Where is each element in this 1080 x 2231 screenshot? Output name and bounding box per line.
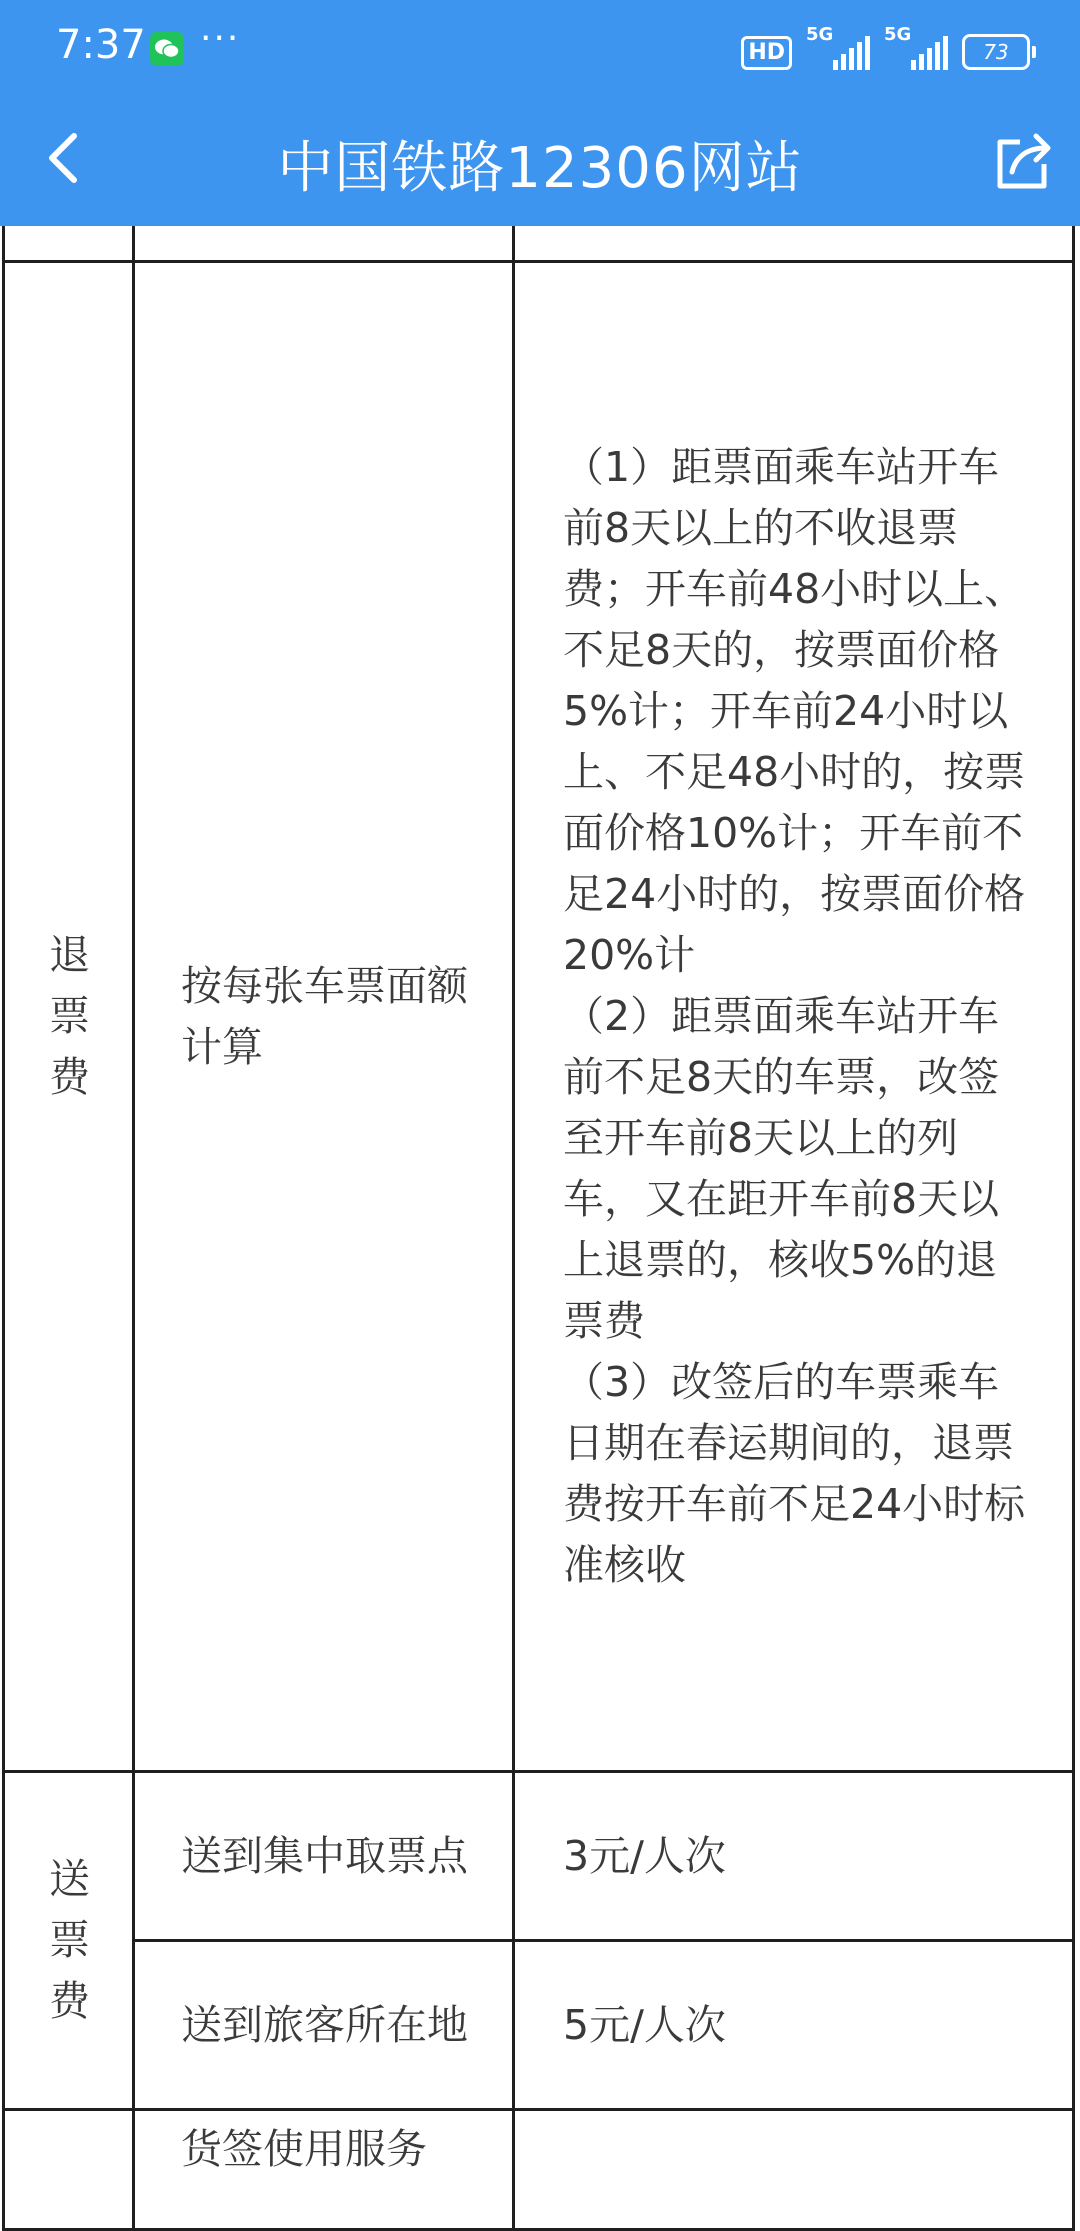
delivery-price-cell: 5元/人次 [514, 1941, 1074, 2110]
signal-icon-sim2: 5G [884, 30, 948, 70]
refund-rule-2: （2）距票面乘车站开车前不足8天的车票，改签至开车前8天以上的列车，又在距开车前8天以上退票的，核收5%的退票费 [563, 992, 1000, 1345]
refund-basis-cell: 按每张车票面额计算 [134, 262, 514, 1772]
delivery-category-cell: 送票费 [4, 1772, 134, 2110]
table-row-delivery-1 [4, 1772, 1074, 1941]
delivery-price-cell: 3元/人次 [514, 1772, 1074, 1941]
more-notifications-icon: ··· [200, 18, 241, 59]
refund-rules-cell [514, 262, 1074, 1772]
share-icon[interactable] [990, 128, 1056, 194]
top-app-bar [0, 0, 1080, 226]
status-indicators [741, 24, 1030, 70]
refund-category-cell: 退票费 [4, 262, 134, 1772]
wechat-notification-icon [150, 32, 184, 66]
table-row-next [4, 2110, 1074, 2230]
battery-icon: 73 [962, 34, 1030, 70]
hd-voice-icon: HD [741, 36, 792, 70]
fee-table [2, 200, 1075, 2231]
table-row-delivery-2 [4, 1941, 1074, 2110]
delivery-method-cell: 送到旅客所在地 [134, 1941, 514, 2110]
refund-rule-1: （1）距票面乘车站开车前8天以上的不收退票费；开车前48小时以上、不足8天的，按票面价格5%计；开车前24小时以上、不足48小时的，按票面价格10%计；开车前不足24小时的，按票面价格20%计 [563, 443, 1026, 979]
signal-icon-sim1: 5G [806, 30, 870, 70]
refund-rule-3: （3）改签后的车票乘车日期在春运期间的，退票费按开车前不足24小时标准核收 [563, 1358, 1026, 1589]
table-row-refund [4, 262, 1074, 1772]
page-title: 中国铁路12306网站 [277, 136, 803, 201]
status-time: 7:37 [56, 22, 146, 68]
delivery-method-cell: 送到集中取票点 [134, 1772, 514, 1941]
next-method-cell: 货签使用服务 [134, 2110, 514, 2230]
